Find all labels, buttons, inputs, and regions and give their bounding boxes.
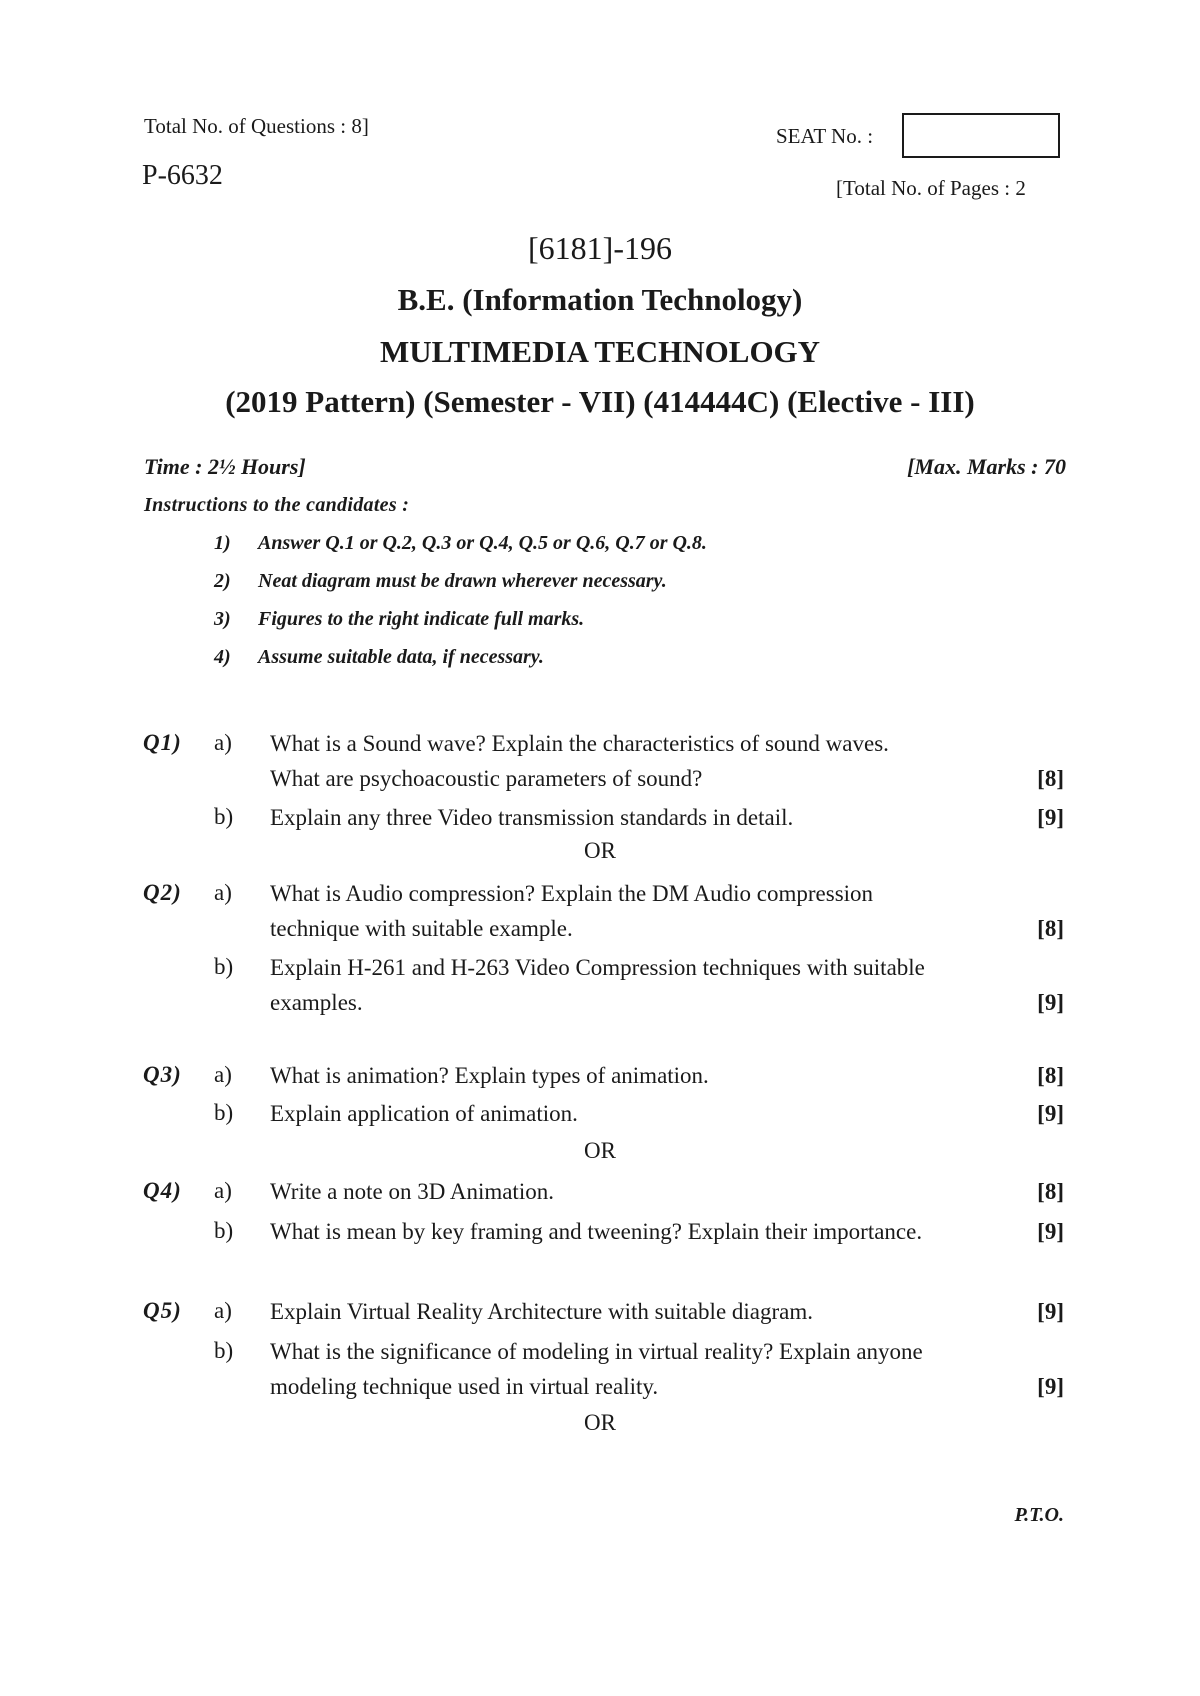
instruction-text: Answer Q.1 or Q.2, Q.3 or Q.4, Q.5 or Q.6, Q.7 or Q.8. <box>258 532 707 554</box>
question-text <box>270 1058 1064 1093</box>
question-label-q3: Q3) <box>143 1062 182 1087</box>
or-separator: OR <box>584 1410 616 1435</box>
question-line: Explain H-261 and H-263 Video Compression techniques with suitable <box>270 955 925 980</box>
question-line: What is mean by key framing and tweening? Explain their importance. <box>270 1219 923 1244</box>
question-line: What is Audio compression? Explain the DM Audio compression <box>270 881 874 906</box>
total-questions: Total No. of Questions : 8] <box>144 114 369 138</box>
max-marks: [Max. Marks : 70 <box>907 454 1066 479</box>
sub-label: b) <box>214 954 234 979</box>
marks: [8] <box>1037 1179 1064 1204</box>
instruction-text: Assume suitable data, if necessary. <box>258 646 544 668</box>
question-line: What is the significance of modeling in virtual reality? Explain anyone <box>270 1339 923 1364</box>
instructions-heading: Instructions to the candidates : <box>144 494 410 516</box>
question-label-q2: Q2) <box>143 880 182 905</box>
exam-code: [6181]-196 <box>528 230 672 266</box>
marks: [8] <box>1037 1063 1064 1088</box>
instruction-item <box>214 646 544 669</box>
sub-label: b) <box>214 1338 234 1363</box>
marks: [9] <box>1037 990 1064 1015</box>
question-text <box>270 876 1064 946</box>
total-pages: [Total No. of Pages : 2 <box>836 176 1026 200</box>
question-text <box>270 1096 1064 1131</box>
question-line: Explain any three Video transmission standards in detail. <box>270 805 794 830</box>
sub-label: a) <box>214 730 232 755</box>
question-line: modeling technique used in virtual reality. <box>270 1374 659 1399</box>
or-separator: OR <box>584 1138 616 1163</box>
marks: [9] <box>1037 1299 1064 1324</box>
marks: [8] <box>1037 766 1064 791</box>
question-text <box>270 1294 1064 1329</box>
question-text <box>270 726 1064 796</box>
question-label-q1: Q1) <box>143 730 182 755</box>
degree-title: B.E. (Information Technology) <box>397 282 803 317</box>
sub-label: a) <box>214 1298 232 1323</box>
sub-label: b) <box>214 1218 234 1243</box>
marks: [8] <box>1037 916 1064 941</box>
instruction-item <box>214 608 584 631</box>
question-text <box>270 800 1064 835</box>
seat-number-box[interactable] <box>902 113 1060 158</box>
instruction-item <box>214 532 707 555</box>
instruction-text: Figures to the right indicate full marks. <box>258 608 585 630</box>
question-line: What is animation? Explain types of animation. <box>270 1063 709 1088</box>
question-line: What is a Sound wave? Explain the characteristics of sound waves. <box>270 731 889 756</box>
instruction-number: 2) <box>214 570 231 592</box>
question-line: Explain application of animation. <box>270 1101 578 1126</box>
sub-label: a) <box>214 880 232 905</box>
instruction-number: 1) <box>214 532 231 554</box>
time-allowed: Time : 2½ Hours] <box>144 454 306 479</box>
instruction-item <box>214 570 667 593</box>
instruction-number: 4) <box>214 646 231 668</box>
question-text <box>270 950 1064 1020</box>
question-line: Explain Virtual Reality Architecture with suitable diagram. <box>270 1299 814 1324</box>
question-line: examples. <box>270 990 363 1015</box>
question-text <box>270 1334 1064 1404</box>
question-text <box>270 1214 1064 1249</box>
question-text <box>270 1174 1064 1209</box>
sub-label: b) <box>214 1100 234 1125</box>
pattern-title: (2019 Pattern) (Semester - VII) (414444C) (Elective - III) <box>225 384 975 419</box>
question-label-q4: Q4) <box>143 1178 182 1203</box>
instruction-text: Neat diagram must be drawn wherever necessary. <box>258 570 667 592</box>
question-line: technique with suitable example. <box>270 916 573 941</box>
marks: [9] <box>1037 1101 1064 1126</box>
question-line: Write a note on 3D Animation. <box>270 1179 554 1204</box>
paper-code: P-6632 <box>142 160 223 191</box>
sub-label: a) <box>214 1062 232 1087</box>
marks: [9] <box>1037 1219 1064 1244</box>
pto-label: P.T.O. <box>1014 1504 1064 1526</box>
question-line: What are psychoacoustic parameters of sound? <box>270 766 703 791</box>
seat-label: SEAT No. : <box>776 124 874 148</box>
instruction-number: 3) <box>214 608 231 630</box>
marks: [9] <box>1037 1374 1064 1399</box>
subject-title: MULTIMEDIA TECHNOLOGY <box>379 334 821 369</box>
question-label-q5: Q5) <box>143 1298 182 1323</box>
or-separator: OR <box>584 838 616 863</box>
marks: [9] <box>1037 805 1064 830</box>
sub-label: b) <box>214 804 234 829</box>
sub-label: a) <box>214 1178 232 1203</box>
